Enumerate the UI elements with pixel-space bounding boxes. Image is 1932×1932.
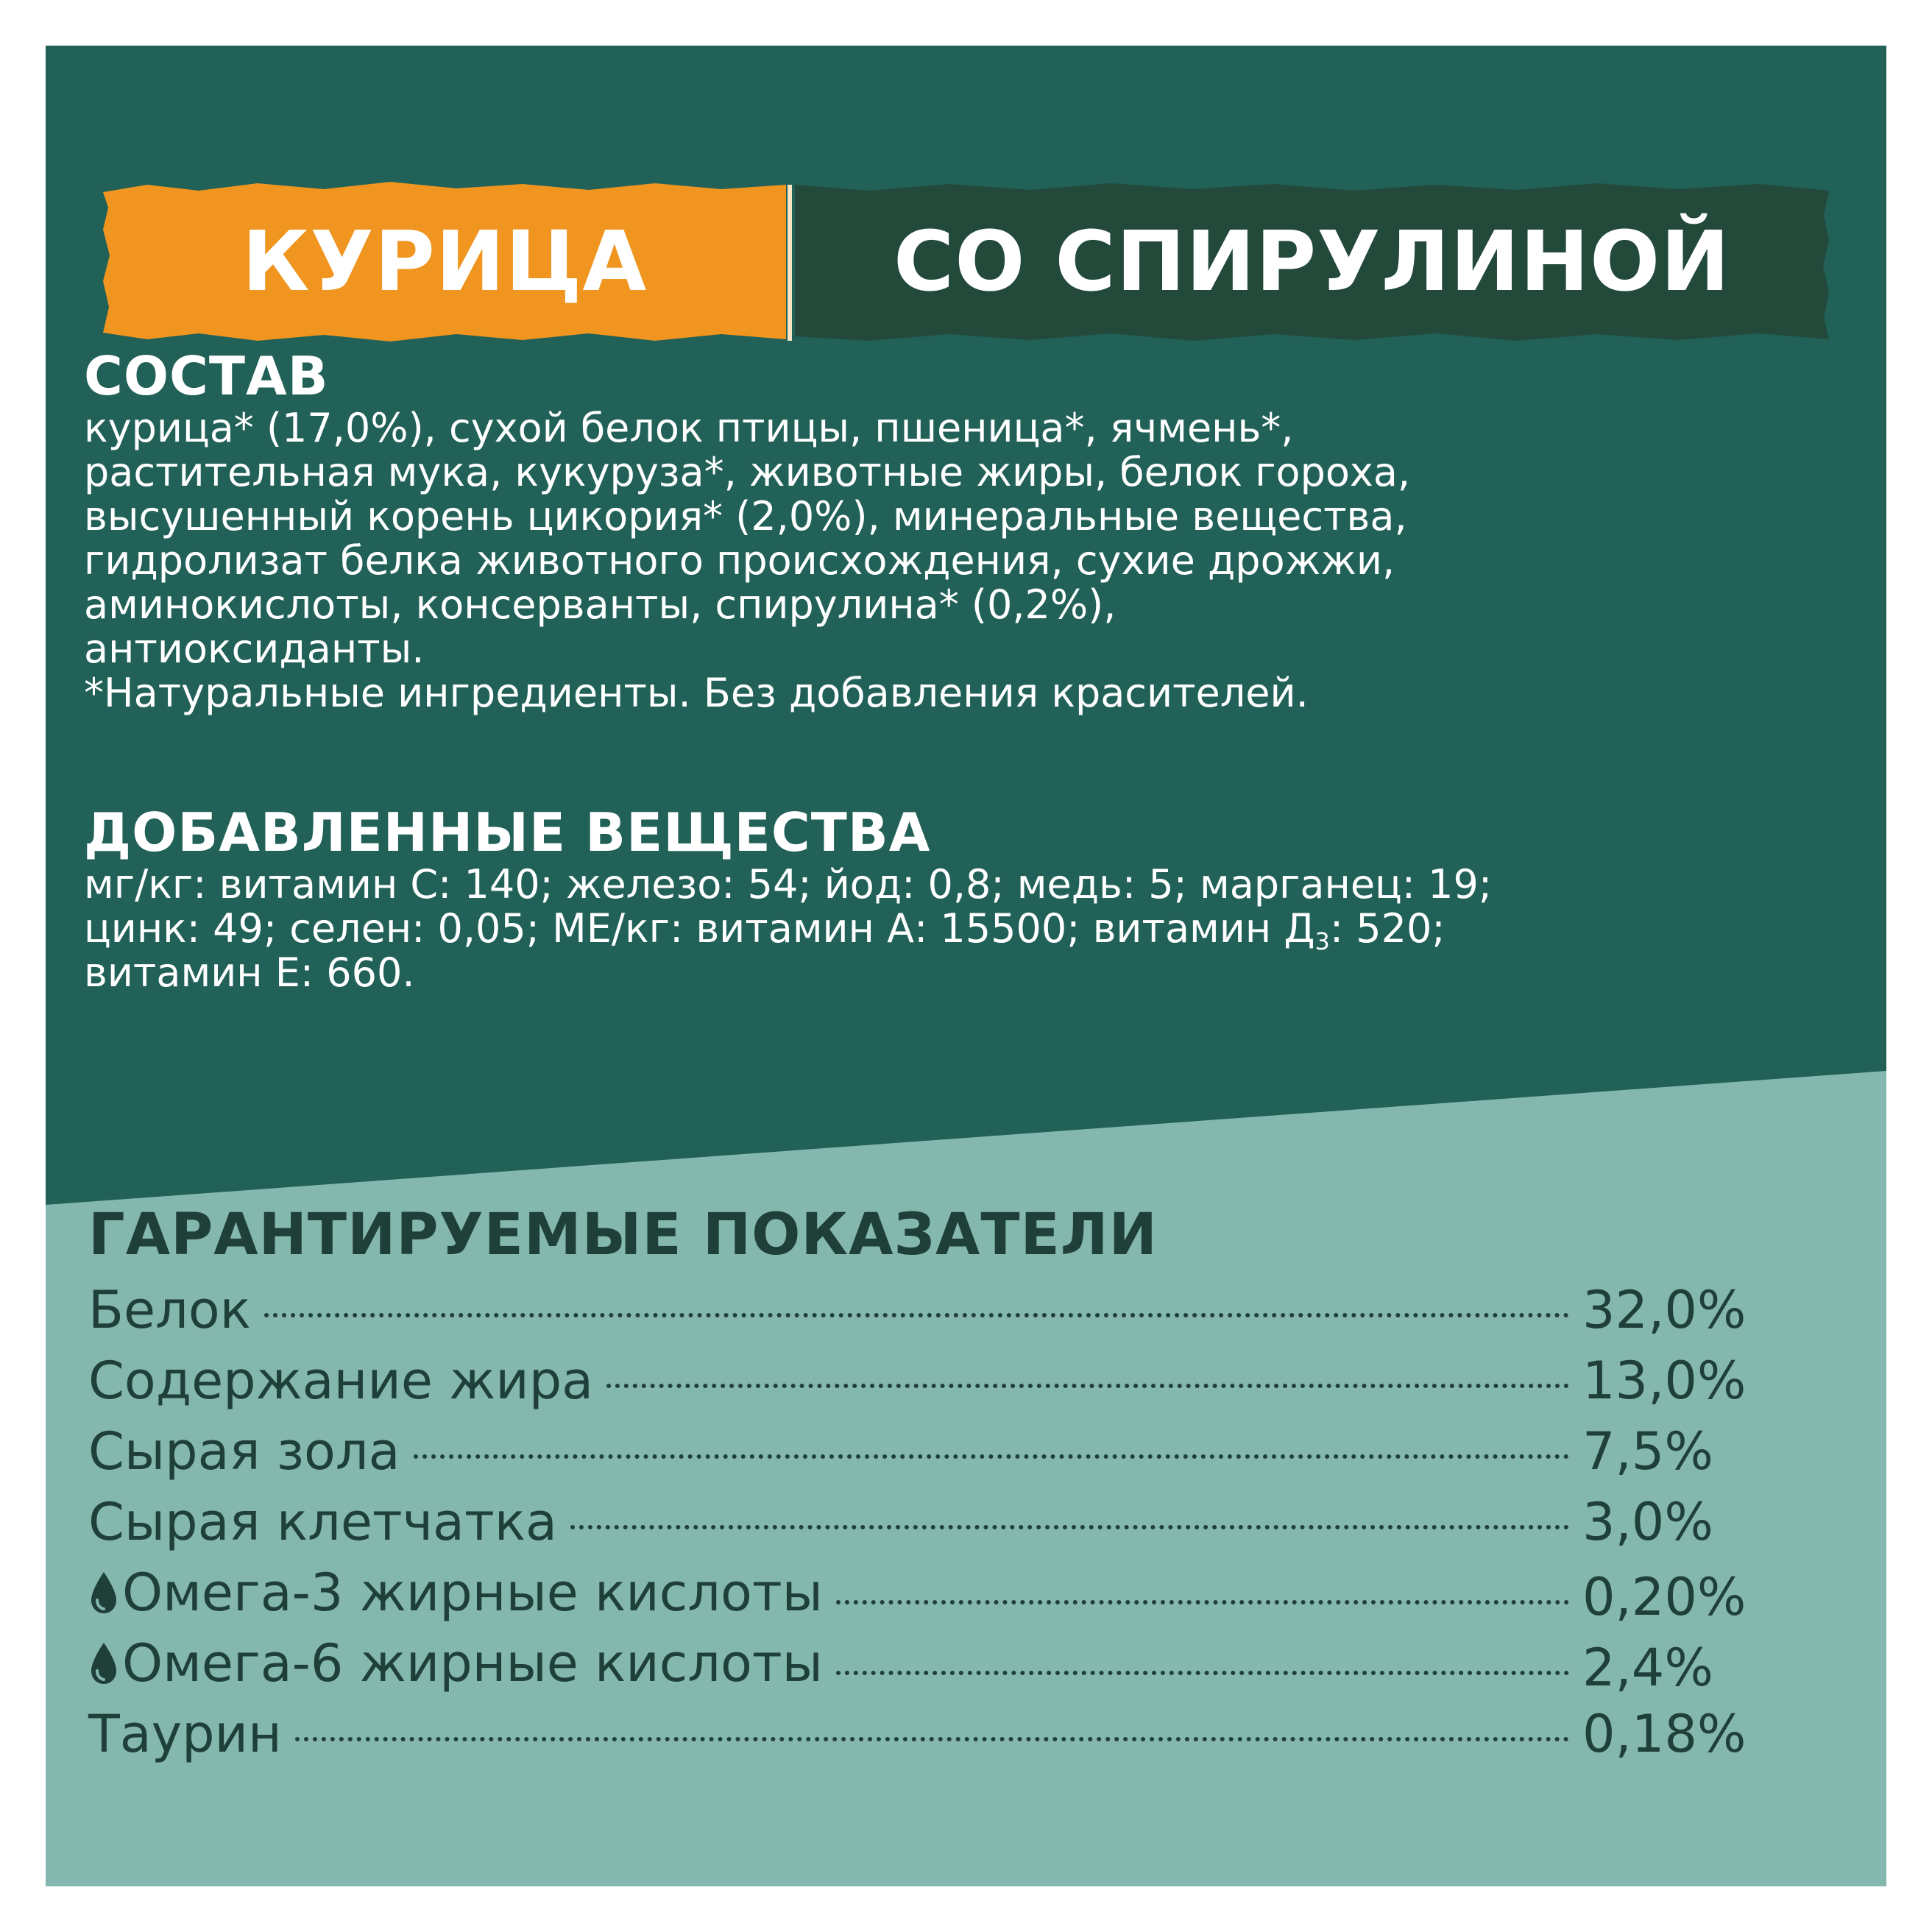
analysis-value: 32,0%: [1582, 1280, 1747, 1340]
analysis-value: 0,18%: [1582, 1704, 1747, 1764]
analysis-row: [88, 1628, 1774, 1699]
analysis-row: [88, 1416, 1774, 1487]
dot-leader: [606, 1384, 1569, 1388]
analysis-label: Таурин: [88, 1704, 282, 1764]
dot-leader: [836, 1600, 1569, 1604]
vitamin-d-subscript: 3: [1314, 927, 1330, 955]
dot-leader: [570, 1525, 1569, 1529]
analysis-label: Омега-3 жирные кислоты: [122, 1563, 823, 1623]
composition-section: [84, 346, 1791, 715]
additives-line-2: [84, 905, 1791, 955]
banner-spirulina-label: СО СПИРУЛИНОЙ: [894, 214, 1730, 310]
analysis-label: Белок: [88, 1280, 251, 1340]
analysis-value: 13,0%: [1582, 1351, 1747, 1411]
analysis-label: Сырая зола: [88, 1421, 400, 1482]
banner-divider: [788, 185, 792, 341]
dot-leader: [295, 1737, 1569, 1741]
analysis-title: ГАРАНТИРУЕМЫЕ ПОКАЗАТЕЛИ: [88, 1202, 1158, 1268]
analysis-list: [88, 1275, 1774, 1769]
drop-icon: [88, 1571, 119, 1615]
additives-line-2-end: : 520;: [1329, 905, 1446, 952]
banner-chicken-label: КУРИЦА: [241, 214, 648, 310]
dot-leader: [264, 1313, 1569, 1317]
analysis-value: 3,0%: [1582, 1492, 1713, 1552]
composition-text: курица* (17,0%), сухой белок птицы, пшеница*, ячмень*, растительная мука, кукуруза*, животные жиры, белок гороха, высушенный корень цикория* (2,0%), минеральные вещества, гидролизат белка животного происхождения, сухие дрожжи, аминокислоты, консерванты, спирулина* (0,2%), антиоксиданты. *Натуральные ингредиенты. Без добавления красителей.: [84, 405, 1411, 716]
analysis-label: Омега-6 жирные кислоты: [122, 1633, 823, 1694]
additives-line-2-start: цинк: 49; селен: 0,05; МЕ/кг: витамин А: 15500; витамин Д: [84, 905, 1315, 952]
additives-section: [84, 802, 1791, 995]
analysis-row: [88, 1699, 1774, 1769]
additives-text: [84, 863, 1791, 995]
additives-line-1: мг/кг: витамин C: 140; железо: 54; йод: 0,8; медь: 5; марганец: 19;: [84, 861, 1493, 907]
dot-leader: [414, 1454, 1569, 1459]
analysis-row: [88, 1345, 1774, 1416]
additives-line-3: витамин Е: 660.: [84, 949, 415, 996]
analysis-value: 2,4%: [1582, 1638, 1713, 1698]
analysis-row: [88, 1487, 1774, 1557]
composition-title: СОСТАВ: [84, 345, 329, 407]
flavor-banner: [103, 182, 1829, 342]
analysis-label-with-icon: [88, 1628, 823, 1699]
analysis-row: [88, 1275, 1774, 1345]
analysis-row: [88, 1557, 1774, 1628]
analysis-label: Содержание жира: [88, 1351, 594, 1411]
analysis-label-with-icon: [88, 1557, 823, 1628]
guaranteed-analysis: [88, 1200, 1774, 1769]
additives-title: ДОБАВЛЕННЫЕ ВЕЩЕСТВА: [84, 802, 931, 863]
analysis-value: 0,20%: [1582, 1567, 1747, 1627]
drop-icon: [88, 1641, 119, 1685]
dot-leader: [836, 1671, 1569, 1675]
analysis-label: Сырая клетчатка: [88, 1492, 557, 1552]
analysis-value: 7,5%: [1582, 1421, 1713, 1482]
